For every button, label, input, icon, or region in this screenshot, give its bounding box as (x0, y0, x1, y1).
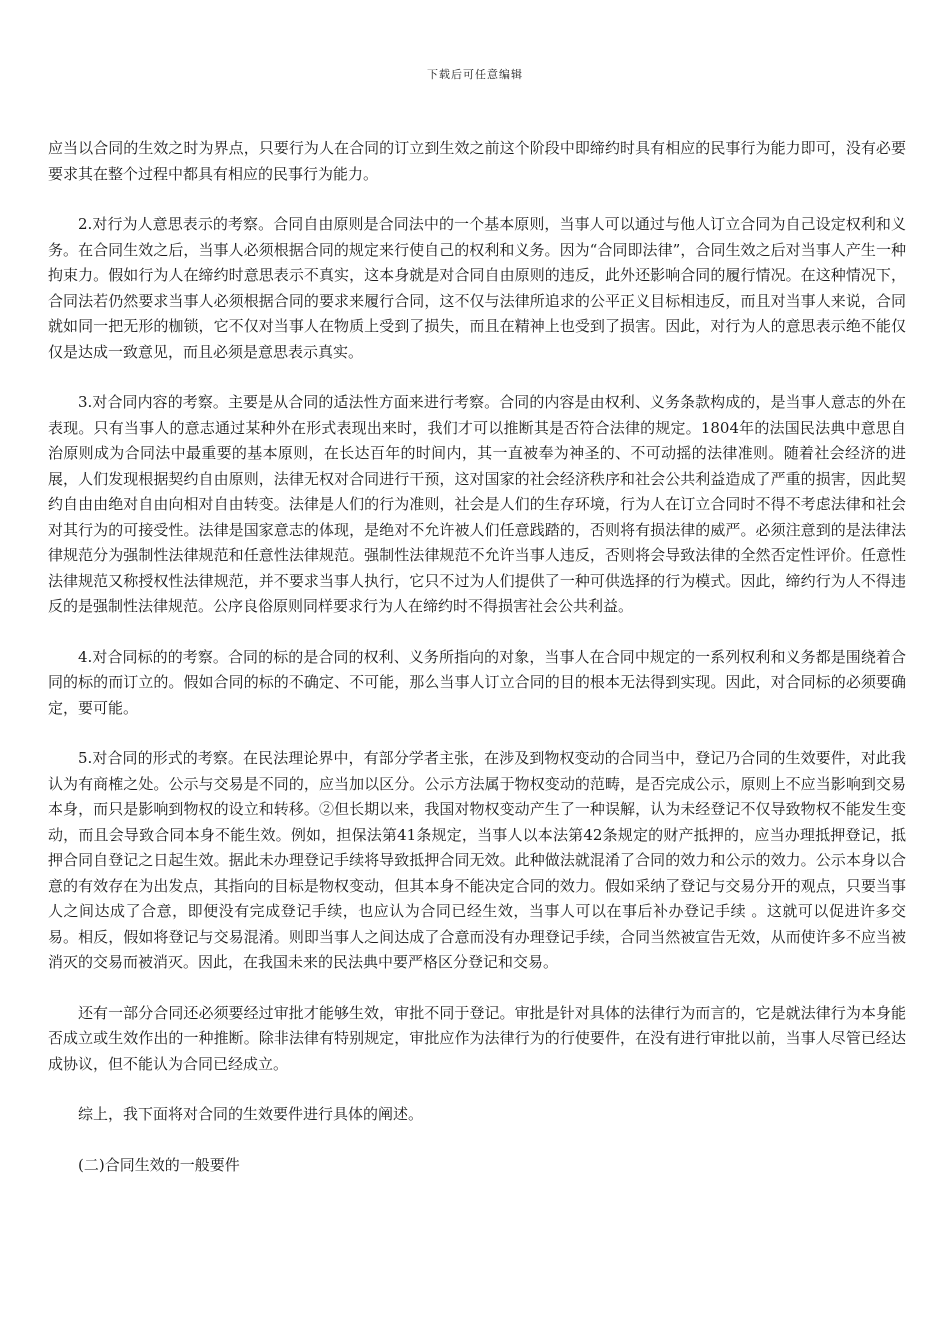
paragraph-content-review: 3.对合同内容的考察。主要是从合同的适法性方面来进行考察。合同的内容是由权利、义务条款构成的，是当事人意志的外在表现。只有当事人的意志通过某种外在形式表现出来时，我们才可以推断其是否符合法律的规定。1804年的法国民法典中意思自治原则成为合同法中最重要的基本原则，在长达百年的时间内，其一直被奉为神圣的、不可动摇的法律准则。随着社会经济的进展，人们发现根据契约自由原则，法律无权对合同进行干预，这对国家的社会经济秩序和社会公共利益造成了严重的损害，因此契约自由由绝对自由向相对自由转变。法律是人们的行为准则，社会是人们的生存环境，行为人在订立合同时不得不考虑法律和社会对其行为的可接受性。法律是国家意志的体现，是绝对不允许被人们任意践踏的，否则将有损法律的威严。必须注意到的是法律法律规范分为强制性法律规范和任意性法律规范。强制性法律规范不允许当事人违反，否则将会导致法律的全然否定性评价。任意性法律规范又称授权性法律规范，并不要求当事人执行，它只不过为人们提供了一种可供选择的行为模式。因此，缔约行为人不得违反的是强制性法律规范。公序良俗原则同样要求行为人在缔约时不得损害社会公共利益。 (48, 393, 906, 615)
section-heading: (二)合同生效的一般要件 (78, 1155, 240, 1174)
paragraph-subject-review: 4.对合同标的的考察。合同的标的是合同的权利、义务所指向的对象，当事人在合同中规定的一系列权利和义务都是围绕着合同的标的而订立的。假如合同的标的不确定、不可能，那么当事人订立合同的目的根本无法得到实现。因此，对合同标的必须要确定，要可能。 (48, 647, 906, 717)
paragraph-gap (48, 187, 906, 212)
paragraph-approval: 还有一部分合同还必须要经过审批才能够生效，审批不同于登记。审批是针对具体的法律行为而言的，它是就法律行为本身能否成立或生效作出的一种推断。除非法律有特别规定，审批应作为法律行为的行使要件，在没有进行审批以前，当事人尽管已经达成协议，但不能认为合同已经成立。 (48, 1003, 906, 1073)
page-header: 下载后可任意编辑 (427, 68, 523, 81)
paragraph-gap (48, 721, 906, 746)
paragraph-continuation: 应当以合同的生效之时为界点，只要行为人在合同的订立到生效之前这个阶段中即缔约时具有相应的民事行为能力即可，没有必要要求其在整个过程中都具有相应的民事行为能力。 (48, 139, 906, 183)
paragraph-gap (48, 1077, 906, 1102)
document-body (48, 136, 906, 1178)
paragraph-gap (48, 620, 906, 645)
paragraph-gap (48, 1128, 906, 1153)
paragraph-summary: 综上，我下面将对合同的生效要件进行具体的阐述。 (78, 1105, 424, 1123)
paragraph-gap (48, 365, 906, 390)
paragraph-form-review: 5.对合同的形式的考察。在民法理论界中，有部分学者主张，在涉及到物权变动的合同当中，登记乃合同的生效要件，对此我认为有商榷之处。公示与交易是不同的，应当加以区分。公示方法属于物权变动的范畴，是否完成公示，原则上不应当影响到交易本身，而只是影响到物权的设立和转移。②但长期以来，我国对物权变动产生了一种误解，认为未经登记不仅导致物权不能发生变动，而且会导致合同本身不能生效。例如，担保法第41条规定，当事人以本法第42条规定的财产抵押的，应当办理抵押登记，抵押合同自登记之日起生效。据此未办理登记手续将导致抵押合同无效。此种做法就混淆了合同的效力和公示的效力。公示本身以合意的有效存在为出发点，其指向的目标是物权变动，但其本身不能决定合同的效力。假如采纳了登记与交易分开的观点，只要当事人之间达成了合意，即便没有完成登记手续，也应认为合同已经生效，当事人可以在事后补办登记手续 。这就可以促进许多交易。相反，假如将登记与交易混淆。则即当事人之间达成了合意而没有办理登记手续，合同当然被宣告无效，从而使许多不应当被消灭的交易而被消灭。因此，在我国未来的民法典中要严格区分登记和交易。 (48, 749, 906, 971)
paragraph-intent-review: 2.对行为人意思表示的考察。合同自由原则是合同法中的一个基本原则，当事人可以通过与他人订立合同为自己设定权利和义务。在合同生效之后，当事人必须根据合同的规定来行使自己的权利和义务。因为“合同即法律”，合同生效之后对当事人产生一种拘束力。假如行为人在缔约时意思表示不真实，这本身就是对合同自由原则的违反，此外还影响合同的履行情况。在这种情况下，合同法若仍然要求当事人必须根据合同的要求来履行合同，这不仅与法律所追求的公平正义目标相违反，而且对当事人来说，合同就如同一把无形的枷锁，它不仅对当事人在物质上受到了损失，而且在精神上也受到了损害。因此，对行为人的意思表示绝不能仅仅是达成一致意见，而且必须是意思表示真实。 (48, 215, 906, 361)
paragraph-gap (48, 976, 906, 1001)
